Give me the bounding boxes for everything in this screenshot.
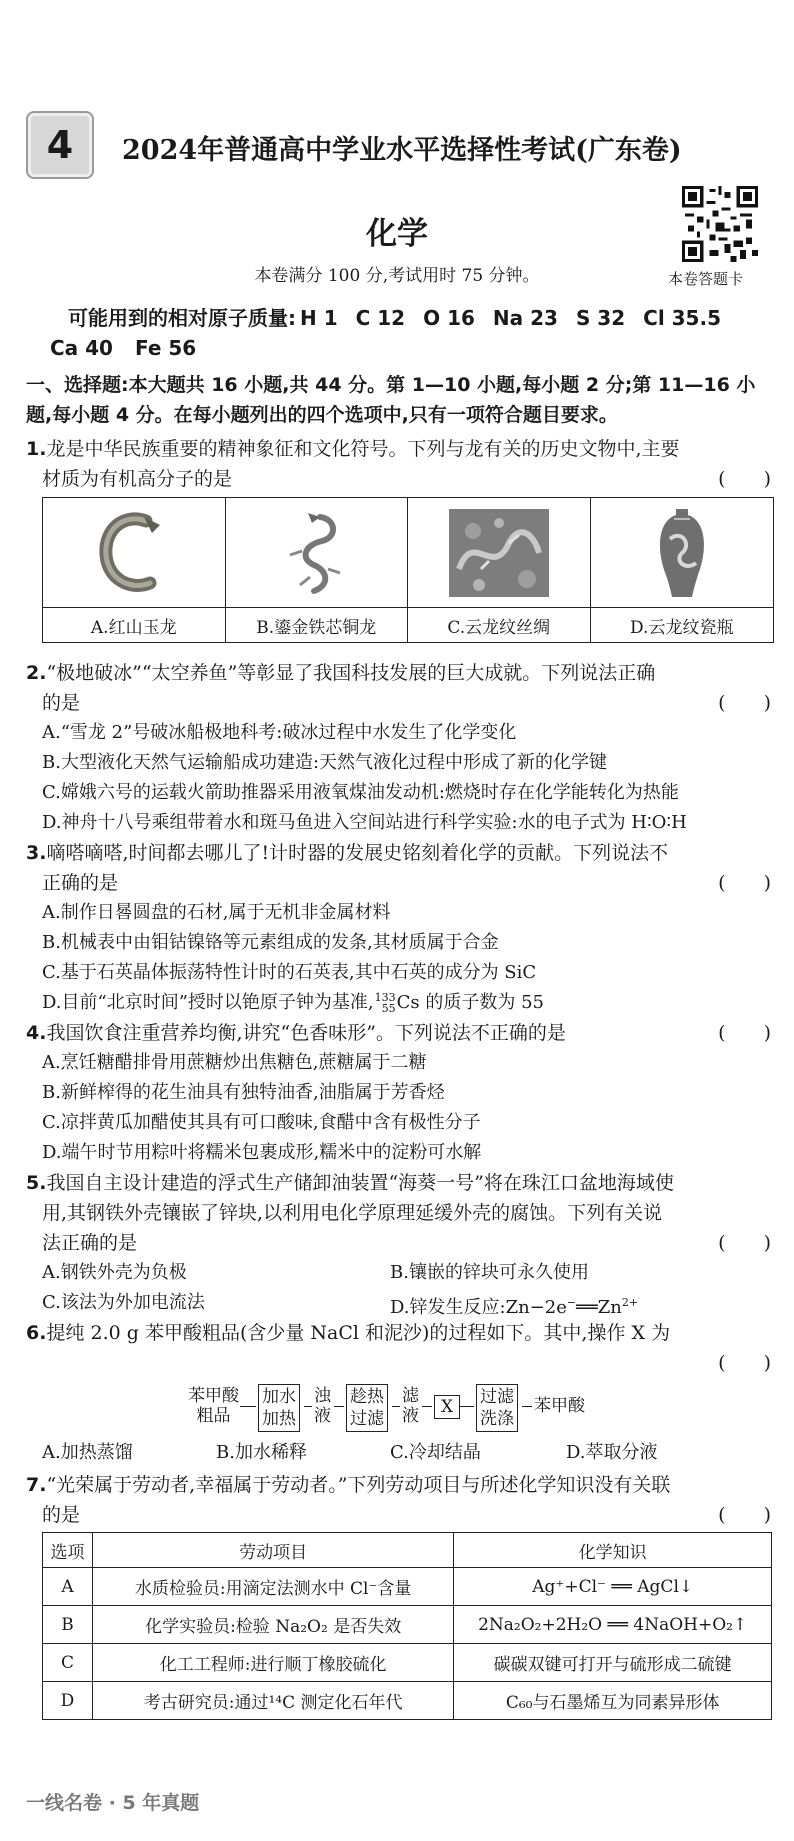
answer-bracket[interactable]: ( ) [718,872,771,894]
q6-option-c[interactable]: C.冷却结晶 [390,1442,481,1463]
artifact-caption-a[interactable]: A.红山玉龙 [90,617,177,638]
row-option: A [43,1568,93,1606]
answer-bracket[interactable]: ( ) [718,692,771,714]
question-text-line1: 提纯 2.0 g 苯甲酸粗品(含少量 NaCl 和泥沙)的过程如下。其中,操作 X 为 [46,1322,671,1344]
section-heading-line1: 一、选择题:本大题共 16 小题,共 44 分。第 1—10 小题,每小题 2 分;第 11—16 小 [26,374,756,396]
answer-bracket[interactable]: ( ) [718,1232,771,1254]
row-project: 水质检验员:用滴定法测水中 Cl⁻含量 [92,1568,453,1606]
artifact-cell-c [408,498,591,642]
question-text-line3: 法正确的是 [42,1232,138,1254]
q5-option-d-text: D.锌发生反应:Zn−2e [390,1297,567,1318]
section-heading-line2: 题,每小题 4 分。在每小题列出的四个选项中,只有一项符合题目要求。 [26,404,618,426]
q5-option-c[interactable]: C.该法为外加电流法 [42,1292,205,1313]
artifact-caption-c[interactable]: C.云龙纹丝绸 [447,617,551,638]
question-number: 7. [26,1474,47,1496]
flow-turbid: 浊 液 [314,1386,331,1426]
q4-option-d[interactable]: D.端午时节用粽叶将糯米包裹成形,糯米中的淀粉可水解 [42,1142,482,1163]
q5-option-d[interactable]: D.锌发生反应$:Zn-2e^-══Zn^{2+}$ [390,1296,639,1318]
question-text-line1: “极地破冰”“太空养鱼”等彰显了我国科技发展的巨大成就。下列说法正确 [46,662,656,684]
q6-option-a[interactable]: A.加热蒸馏 [42,1442,133,1463]
footer-brand: 一线名卷 · 5 年真题 [26,1792,200,1814]
question-text-line2: 的是 [42,1504,81,1526]
question-number: 4. [26,1022,47,1044]
q2-option-b[interactable]: B.大型液化天然气运输船成功建造:天然气液化过程中形成了新的化学键 [42,752,608,773]
mass-o: O 16 [423,306,475,330]
question-text-line1: 我国自主设计建造的浮式生产储卸油装置“海葵一号”将在珠江口盆地海域使 [46,1172,674,1194]
question-text-line2: 的是 [42,692,81,714]
mass-s: S 32 [575,306,626,330]
table-row[interactable] [43,1568,772,1606]
question-7 [26,1470,771,1530]
question-text-line1: 我国饮食注重营养均衡,讲究“色香味形”。下列说法不正确的是 [46,1022,566,1044]
flow-box-dissolve: 加水 加热 [258,1384,300,1432]
exam-note: 本卷满分 100 分,考试用时 75 分钟。 [254,266,540,286]
qr-label: 本卷答题卡 [668,270,744,288]
atomic-number: 55 [381,1002,396,1015]
q3-option-b[interactable]: B.机械表中由钼钴镍铬等元素组成的发条,其材质属于合金 [42,932,499,953]
question-text-line2: 正确的是 [42,872,119,894]
mass-fe: Fe 56 [134,336,197,360]
question-4 [26,1018,771,1048]
section-heading [26,370,771,430]
q4-option-b[interactable]: B.新鲜榨得的花生油具有独特油香,油脂属于芳香烃 [42,1082,445,1103]
flow-filtrate: 滤 液 [402,1386,419,1426]
q3-option-c[interactable]: C.基于石英晶体振荡特性计时的石英表,其中石英的成分为 SiC [42,962,537,983]
question-number: 1. [26,438,47,460]
table-header-row [43,1533,772,1568]
row-knowledge: 碳碳双键可打开与硫形成二硫键 [454,1644,772,1682]
question-1 [26,434,771,494]
question-text-line1: 嘀嗒嘀嗒,时间都去哪儿了!计时器的发展史铭刻着化学的贡献。下列说法不 [46,842,669,864]
table-row[interactable] [43,1644,772,1682]
header-option: 选项 [43,1533,93,1568]
answer-bracket[interactable]: ( ) [718,468,771,490]
question-number: 2. [26,662,47,684]
table-row[interactable] [43,1682,772,1720]
equals-sign: ══ [576,1297,598,1318]
q3-option-d-text: D.目前“北京时间”授时以铯原子钟为基准, [42,992,374,1013]
row-option: B [43,1606,93,1644]
q5-option-a[interactable]: A.钢铁外壳为负极 [42,1262,187,1283]
purification-flowchart [188,1384,628,1434]
q5-option-d-product: Zn [597,1297,622,1318]
flow-box-hot-filter: 趁热 过滤 [346,1384,388,1432]
q4-option-a[interactable]: A.烹饪糖醋排骨用蔗糖炒出焦糖色,蔗糖属于二糖 [42,1052,427,1073]
question-text-line2: 用,其钢铁外壳镶嵌了锌块,以利用电化学原理延缓外壳的腐蚀。下列有关说 [42,1202,663,1224]
q5-option-b[interactable]: B.镶嵌的锌块可永久使用 [390,1262,589,1283]
mass-h: H 1 [300,306,338,330]
paper-number-badge [26,111,94,179]
artifact-caption-d[interactable]: D.云龙纹瓷瓶 [630,617,734,638]
q3-option-a[interactable]: A.制作日晷圆盘的石材,属于无机非金属材料 [42,902,391,923]
q4-option-c[interactable]: C.凉拌黄瓜加醋使其具有可口酸味,食醋中含有极性分子 [42,1112,481,1133]
answer-bracket[interactable]: ( ) [718,1352,771,1374]
silk-pattern-image [449,509,549,597]
atomic-masses-line2 [50,336,218,360]
q2-option-c[interactable]: C.嫦娥六号的运载火箭助推器采用液氧煤油发动机:燃烧时存在化学能转化为热能 [42,782,679,803]
labor-knowledge-table [42,1532,772,1720]
row-knowledge: 2Na₂O₂+2H₂O ══ 4NaOH+O₂↑ [454,1606,772,1644]
row-knowledge: C₆₀与石墨烯互为同素异形体 [454,1682,772,1720]
question-2 [26,658,771,718]
row-option: D [43,1682,93,1720]
question-text-line1: “光荣属于劳动者,幸福属于劳动者。”下列劳动项目与所述化学知识没有关联 [46,1474,671,1496]
question-number: 6. [26,1322,47,1344]
flow-start: 苯甲酸 粗品 [188,1386,239,1426]
porcelain-vase-image [652,505,712,601]
header-project: 劳动项目 [92,1533,453,1568]
q2-option-a[interactable]: A.“雪龙 2”号破冰船极地科考:破冰过程中水发生了化学变化 [42,722,517,743]
row-option: C [43,1644,93,1682]
flow-box-x: X [434,1395,460,1419]
question-text-line2: 材质为有机高分子的是 [42,468,233,490]
q6-option-d[interactable]: D.萃取分液 [566,1442,658,1463]
jade-dragon-image [94,507,174,599]
mass-cl: Cl 35.5 [643,306,721,330]
artifact-cell-d [591,498,774,642]
row-project: 考古研究员:通过¹⁴C 测定化石年代 [92,1682,453,1720]
artifact-image-table [42,497,774,643]
exam-title: 2024年普通高中学业水平选择性考试(广东卷) [122,135,682,166]
question-3 [26,838,771,898]
artifact-caption-b[interactable]: B.鎏金铁芯铜龙 [256,617,377,638]
paper-number: 4 [46,123,74,167]
question-number: 5. [26,1172,47,1194]
mass-na: Na 23 [492,306,558,330]
atomic-masses-line1 [68,302,721,331]
question-text-line1: 龙是中华民族重要的精神象征和文化符号。下列与龙有关的历史文物中,主要 [46,438,680,460]
cs-nuclide-notation [375,992,396,1014]
row-project: 化学实验员:检验 Na₂O₂ 是否失效 [92,1606,453,1644]
artifact-cell-a [43,498,226,642]
mass-ca: Ca 40 [50,336,113,360]
q2-option-d[interactable]: D.神舟十八号乘组带着水和斑马鱼进入空间站进行科学实验:水的电子式为 H∶O∶H [42,812,687,833]
row-project: 化工工程师:进行顺丁橡胶硫化 [92,1644,453,1682]
row-knowledge: Ag⁺+Cl⁻ ══ AgCl↓ [454,1568,772,1606]
subject-title: 化学 [366,216,428,252]
question-5 [26,1168,771,1258]
bronze-dragon-image [280,507,352,599]
answer-bracket[interactable]: ( ) [718,1022,771,1044]
q3-option-d-tail: Cs 的质子数为 55 [396,992,544,1013]
mass-number: 133 [374,991,396,1004]
atomic-masses-label: 可能用到的相对原子质量: [68,306,296,330]
flow-end: 苯甲酸 [534,1396,585,1416]
qr-code-icon[interactable] [682,186,758,262]
question-number: 3. [26,842,47,864]
q3-option-d[interactable] [42,988,772,1018]
artifact-cell-b [226,498,409,642]
table-row[interactable] [43,1606,772,1644]
q6-option-b[interactable]: B.加水稀释 [216,1442,307,1463]
mass-c: C 12 [355,306,406,330]
answer-bracket[interactable]: ( ) [718,1504,771,1526]
header-knowledge: 化学知识 [454,1533,772,1568]
question-6 [26,1318,771,1378]
flow-box-wash: 过滤 洗涤 [476,1384,518,1432]
